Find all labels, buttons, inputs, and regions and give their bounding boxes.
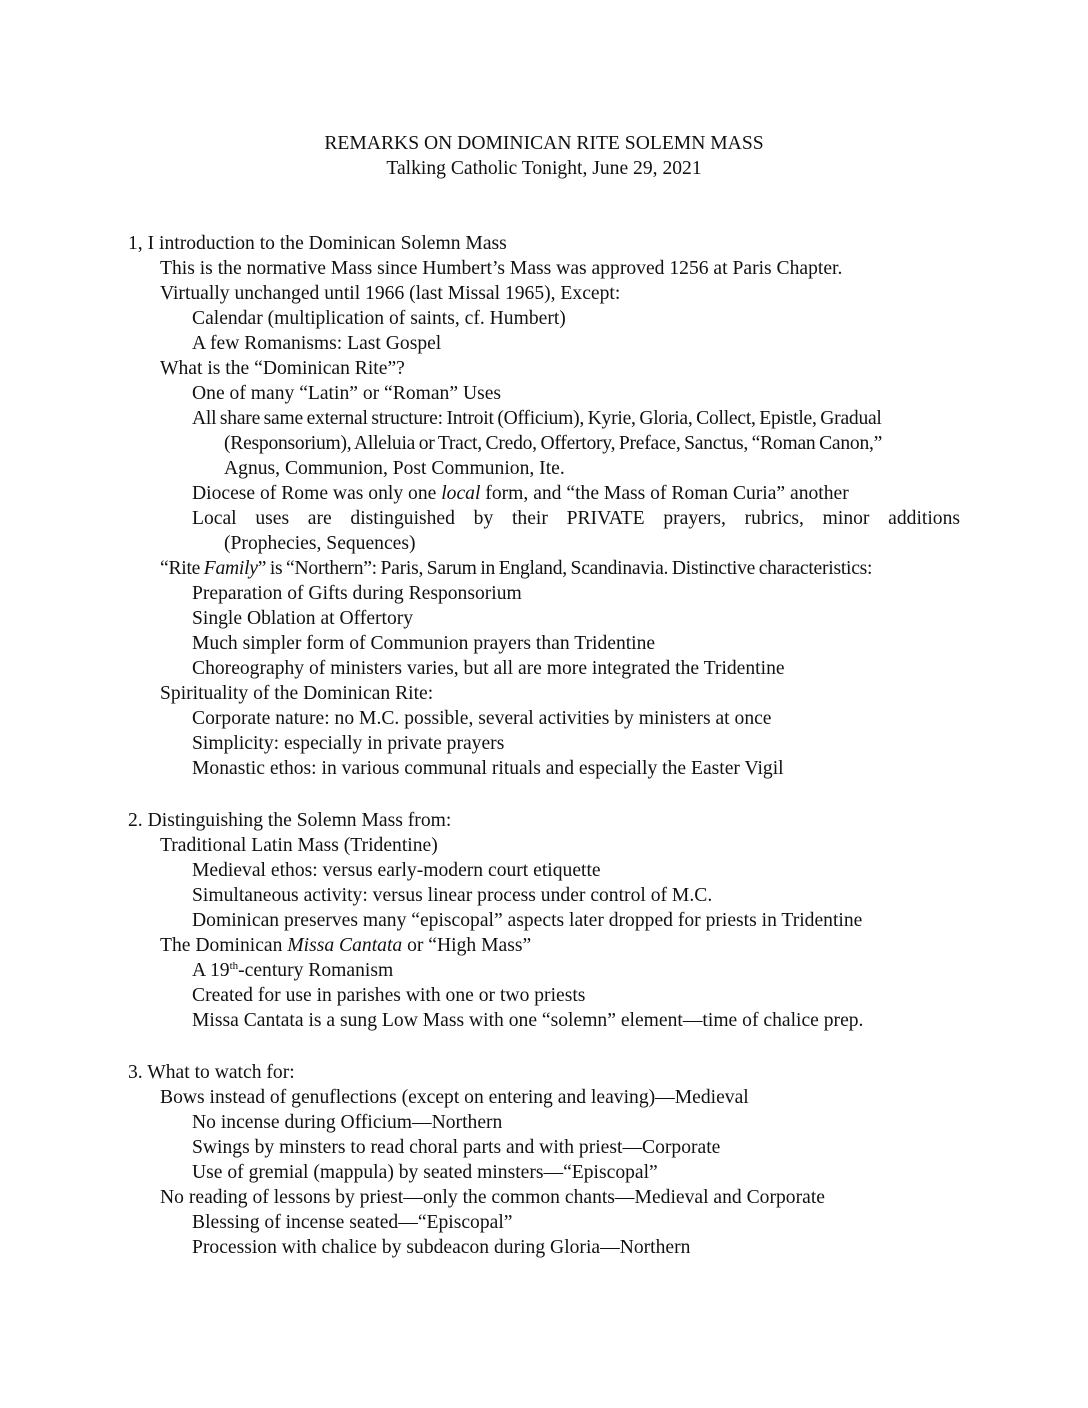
outline-item-continuation: (Prophecies, Sequences) <box>224 533 416 554</box>
outline-item <box>192 958 393 983</box>
text-run: -century Romanism <box>238 960 394 981</box>
section-2-heading: 2. Distinguishing the Solemn Mass from: <box>128 810 452 831</box>
outline-item: No reading of lessons by priest—only the common chants—Medieval and Corporate <box>160 1187 825 1208</box>
outline-item: A few Romanisms: Last Gospel <box>192 333 442 354</box>
outline-item: What is the “Dominican Rite”? <box>160 358 405 379</box>
document-header <box>0 131 1088 181</box>
text-run: ” is “Northern”: Paris, Sarum in England, Scandinavia. Distinctive characteristics: <box>257 558 873 579</box>
outline-item: Simplicity: especially in private prayers <box>192 733 505 754</box>
outline-item: Procession with chalice by subdeacon during Gloria—Northern <box>192 1237 691 1258</box>
outline-item: Choreography of ministers varies, but all are more integrated the Tridentine <box>192 658 785 679</box>
outline-item: Dominican preserves many “episcopal” aspects later dropped for priests in Tridentine <box>192 910 863 931</box>
outline-item: Calendar (multiplication of saints, cf. Humbert) <box>192 308 566 329</box>
outline-item-continuation: (Responsorium), Alleluia or Tract, Credo, Offertory, Preface, Sanctus, “Roman Canon,” <box>224 433 883 454</box>
outline-item: Blessing of incense seated—“Episcopal” <box>192 1212 513 1233</box>
outline-item: Corporate nature: no M.C. possible, several activities by ministers at once <box>192 708 772 729</box>
superscript: th <box>229 960 239 972</box>
outline-item: No incense during Officium—Northern <box>192 1112 503 1133</box>
outline-item: Spirituality of the Dominican Rite: <box>160 683 434 704</box>
outline-item: This is the normative Mass since Humbert’s Mass was approved 1256 at Paris Chapter. <box>160 258 843 279</box>
text-run: A 19 <box>192 960 230 981</box>
outline-item: Missa Cantata is a sung Low Mass with one “solemn” element—time of chalice prep. <box>192 1010 864 1031</box>
outline-item: Created for use in parishes with one or two priests <box>192 985 586 1006</box>
outline-item: Medieval ethos: versus early-modern court etiquette <box>192 860 601 881</box>
outline-item: Virtually unchanged until 1966 (last Missal 1965), Except: <box>160 283 621 304</box>
text-run: The Dominican <box>160 935 288 956</box>
text-run: form, and “the Mass of Roman Curia” another <box>480 483 849 504</box>
outline-item <box>160 933 531 958</box>
outline-item: Single Oblation at Offertory <box>192 608 414 629</box>
outline-item <box>192 481 849 506</box>
section-1-heading: 1, I introduction to the Dominican Solemn Mass <box>128 233 507 254</box>
outline-item: Traditional Latin Mass (Tridentine) <box>160 835 438 856</box>
text-run: Diocese of Rome was only one <box>192 483 442 504</box>
emphasis-text: Family <box>203 558 258 579</box>
outline-item: Preparation of Gifts during Responsorium <box>192 583 522 604</box>
emphasis-text: Missa Cantata <box>287 935 403 956</box>
outline-item: Swings by minsters to read choral parts and with priest—Corporate <box>192 1137 721 1158</box>
section-3-heading: 3. What to watch for: <box>128 1062 295 1083</box>
text-run: or “High Mass” <box>402 935 532 956</box>
document-subtitle: Talking Catholic Tonight, June 29, 2021 <box>386 158 702 179</box>
outline-item: Bows instead of genuflections (except on entering and leaving)—Medieval <box>160 1087 749 1108</box>
text-run: “Rite <box>160 558 204 579</box>
outline-item: Monastic ethos: in various communal rituals and especially the Easter Vigil <box>192 758 784 779</box>
outline-item: Local uses are distinguished by their PRIVATE prayers, rubrics, minor additions <box>192 508 960 529</box>
outline-item: Use of gremial (mappula) by seated minsters—“Episcopal” <box>192 1162 658 1183</box>
outline-item: Simultaneous activity: versus linear process under control of M.C. <box>192 885 713 906</box>
document-title: REMARKS ON DOMINICAN RITE SOLEMN MASS <box>324 133 764 154</box>
outline-item-continuation: Agnus, Communion, Post Communion, Ite. <box>224 458 565 479</box>
outline-item: All share same external structure: Introit (Officium), Kyrie, Gloria, Collect, Epistle, Gradual <box>192 408 882 429</box>
outline-item: One of many “Latin” or “Roman” Uses <box>192 383 502 404</box>
outline-item <box>160 556 872 581</box>
emphasis-text: local <box>441 483 481 504</box>
outline-item: Much simpler form of Communion prayers than Tridentine <box>192 633 656 654</box>
